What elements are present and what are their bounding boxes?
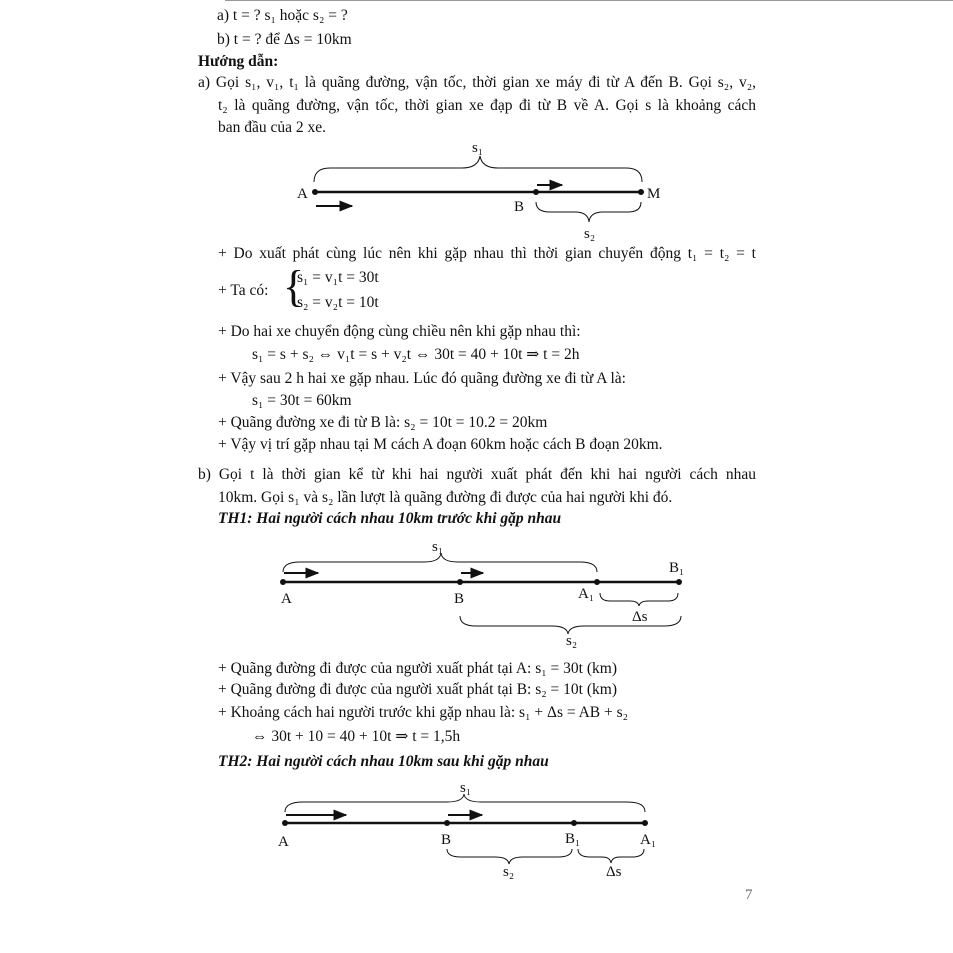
case-1-equation: ⇔ 30t + 10 = 40 + 10t ⇒ t = 1,5h [252, 728, 461, 745]
label-A1-th2: A₁ [640, 832, 657, 848]
part-a-intro-line3: ban đầu của 2 xe. [218, 119, 327, 136]
point-B-th2 [444, 820, 450, 826]
brace-s1-th2 [285, 794, 645, 812]
label-s1-th2: s₁ [460, 780, 472, 796]
part-b-intro-line1: b) Gọi t là thời gian kể từ khi hai người xuất phát đến khi hai người cách nhau [198, 466, 756, 483]
brace-s2-th2 [447, 849, 572, 864]
label-B1-th2: B₁ [565, 831, 581, 847]
point-A [312, 189, 318, 195]
brace-ds-th2 [578, 849, 644, 863]
equation-brace: { [283, 262, 305, 311]
label-A1-th1: A₁ [578, 586, 595, 602]
case-1-bullet-3: + Khoảng cách hai người trước khi gặp nhau là: s₁ + Δs = AB + s₂ [218, 704, 629, 721]
label-ds-th2: Δs [606, 864, 622, 880]
brace-s1-th1 [283, 553, 597, 572]
brace-s2-th1 [460, 616, 681, 634]
label-A: A [297, 186, 308, 202]
point-M [638, 189, 644, 195]
point-A1-th1 [594, 579, 600, 585]
part-a-bullet-5: + Quãng đường xe đi từ B là: s₂ = 10t = 10.2 = 20km [218, 414, 548, 431]
point-B-th1 [457, 579, 463, 585]
label-s1: s₁ [472, 140, 484, 156]
label-ds-th1: Δs [632, 609, 648, 625]
brace-ds-th1 [600, 593, 678, 606]
part-a-intro-line1: a) Gọi s₁, v₁, t₁ là quãng đường, vận tốc, thời gian xe máy đi từ A đến B. Gọi s₂, v₂, [198, 74, 756, 91]
part-a-bullet-3: + Do hai xe chuyển động cùng chiều nên khi gặp nhau thì: [218, 323, 581, 340]
point-B1-th2 [571, 820, 577, 826]
brace-s2 [536, 202, 641, 222]
part-a-intro-line2: t₂ là quãng đường, vận tốc, thời gian xe đạp đi từ B về A. Gọi s là khoảng cách [218, 97, 756, 114]
label-s2-th2: s₂ [503, 864, 515, 880]
section-heading: Hướng dẫn: [198, 53, 279, 70]
label-s2-th1: s₂ [566, 633, 578, 649]
label-B: B [514, 199, 525, 215]
part-a-bullet-6: + Vậy vị trí gặp nhau tại M cách A đoạn 60km hoặc cách B đoạn 20km. [218, 436, 663, 453]
question-a: a) t = ? s₁ hoặc s₂ = ? [217, 7, 348, 24]
label-B-th1: B [454, 591, 465, 607]
point-A-th2 [282, 820, 288, 826]
part-a-bullet-2: + Ta có: [218, 282, 269, 299]
question-b: b) t = ? để Δs = 10km [217, 31, 352, 48]
label-A-th1: A [281, 591, 292, 607]
equation-2: s₂ = v₂t = 10t [297, 294, 379, 311]
case-1-bullet-1: + Quãng đường đi được của người xuất phát tại A: s₁ = 30t (km) [218, 660, 617, 677]
label-B1-th1: B₁ [669, 560, 685, 576]
label-M: M [647, 186, 661, 202]
case-1-heading: TH1: Hai người cách nhau 10km trước khi gặp nhau [218, 510, 562, 527]
label-A-th2: A [278, 834, 289, 850]
part-a-bullet-4-equation: s₁ = 30t = 60km [252, 392, 352, 409]
case-1-bullet-2: + Quãng đường đi được của người xuất phát tại B: s₂ = 10t (km) [218, 681, 617, 698]
point-A1-th2 [642, 820, 648, 826]
equation-1: s₁ = v₁t = 30t [297, 269, 379, 286]
part-a-bullet-3-equation: s₁ = s + s₂ ⇔ v₁t = s + v₂t ⇔ 30t = 40 + 10t ⇒ t = 2h [252, 346, 580, 363]
part-a-bullet-1: + Do xuất phát cùng lúc nên khi gặp nhau thì thời gian chuyển động t₁ = t₂ = t [218, 245, 756, 262]
brace-s1 [314, 156, 642, 182]
point-A-th1 [280, 579, 286, 585]
point-B1-th1 [676, 579, 682, 585]
label-s1-th1: s₁ [432, 539, 444, 555]
point-B [533, 189, 539, 195]
part-a-bullet-4: + Vậy sau 2 h hai xe gặp nhau. Lúc đó quãng đường xe đi từ A là: [218, 370, 626, 387]
label-B-th2: B [441, 832, 452, 848]
part-b-intro-line2: 10km. Gọi s₁ và s₂ lần lượt là quãng đường đi được của hai người khi đó. [218, 489, 673, 506]
label-s2: s₂ [584, 226, 596, 242]
case-2-heading: TH2: Hai người cách nhau 10km sau khi gặp nhau [218, 753, 549, 770]
page-number: 7 [745, 887, 753, 903]
